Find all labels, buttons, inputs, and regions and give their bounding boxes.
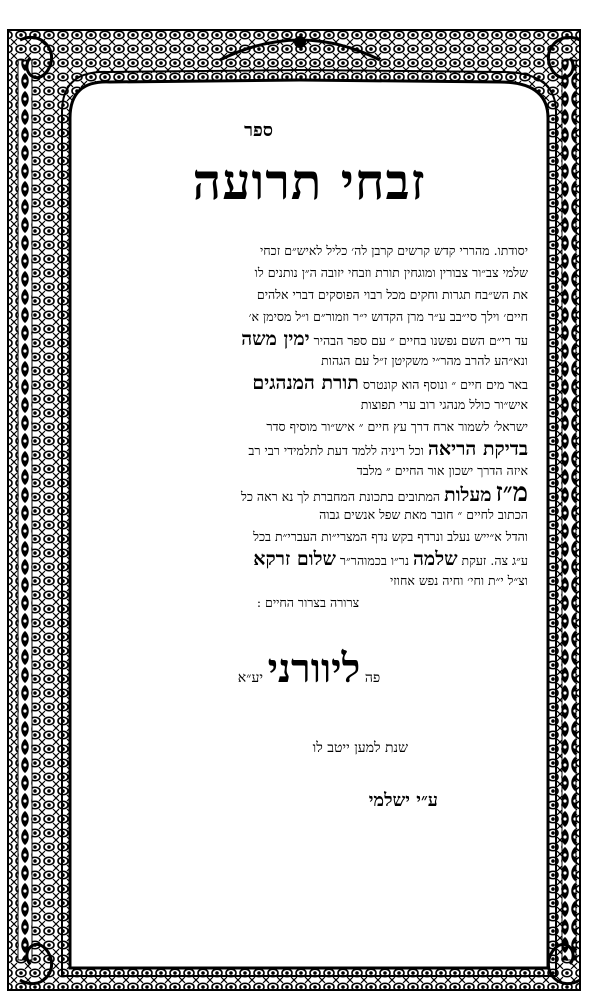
book-name-torat-haminhagim: תורת המנהגים [252, 372, 359, 394]
author-first-name: שלמה [413, 548, 458, 570]
count-label: מ״ז [495, 478, 528, 508]
body-text: וכל ריניה ללמד דעת לתלמידי רבי רב [248, 443, 424, 458]
place-prefix: פה [364, 670, 381, 686]
body-line: חיים׳ וילך סי״בב ע״ר מרן הקדוש י״ר וזמור״ם ו״ל מסימן א׳ [248, 309, 528, 324]
body-line: צרורה בצרור החיים : [256, 595, 360, 610]
body-text: ע״ג צה. זעקת [461, 553, 528, 568]
body-line [84, 328, 528, 352]
body-line [84, 548, 528, 572]
body-line: והדל א״ייש נעלב ונרדף בקש נדף המצרי״ות העברי״ת בכל [253, 529, 528, 544]
body-line: ונא״הע להרב מהר״י משקיטן ז״ל עם הגהות [321, 353, 528, 368]
printer-line: ע״י ישלמי [368, 790, 438, 811]
body-line: וצ״ל י״ת וחי׳ וחיה נפש אחוזי [389, 573, 528, 588]
author-name: שלום זרקא [253, 548, 336, 570]
publication-year: שנת למען ייטב לו [312, 740, 408, 756]
body-line: איש״ור כולל מנהגי רוב ערי תפוצות [360, 397, 528, 412]
book-name-maalot: מעלות [444, 484, 492, 506]
body-line: איזה הדרך ישכון אור החיים ״ מלבד [356, 463, 528, 478]
body-line: הכתוב לחיים ״ חובר מאת שפל אנשים גבוה [319, 507, 528, 522]
body-line [84, 438, 528, 462]
place-suffix: יע״א [237, 670, 264, 686]
text-panel [78, 100, 540, 980]
body-text: עד רי״ם השם נפשנו בחיים ״ עם ספר הבהיר [313, 333, 528, 348]
book-title: זבחי תרועה [192, 152, 426, 211]
body-line: את הש״בח תגרות וחקים מכל רבוי הפוסקים דברי אלהים [256, 287, 528, 302]
body-line: יסודתו. מהררי קדש קרשים קרבן לה׳ כליל לאיש״ם זכחי [260, 243, 528, 258]
body-text: נר״ו בכמוהר״ר [339, 553, 410, 568]
book-name-yemin-moshe: ימין משה [241, 328, 310, 350]
body-line [84, 372, 528, 396]
body-line: ישראל׳ לשמור ארח דרך עץ חיים ״ איש״ור מוסיף סדר [266, 419, 528, 434]
body-text: המתובים בתכונת המחברת לך נא ראה כל [240, 489, 441, 504]
book-label: ספר [244, 120, 273, 141]
printing-place [78, 645, 540, 692]
body-text: באר מים חיים ״ ונוסף הוא קונטרס [362, 377, 528, 392]
book-name-bedikat-hareah: בדיקת הריאה [427, 438, 528, 460]
city-name: ליוורני [267, 645, 361, 692]
body-line: שלמי צב״ור צבורין ומוגחין תורת וזבחי יזובה ה״ן נותנים לו [254, 265, 528, 280]
